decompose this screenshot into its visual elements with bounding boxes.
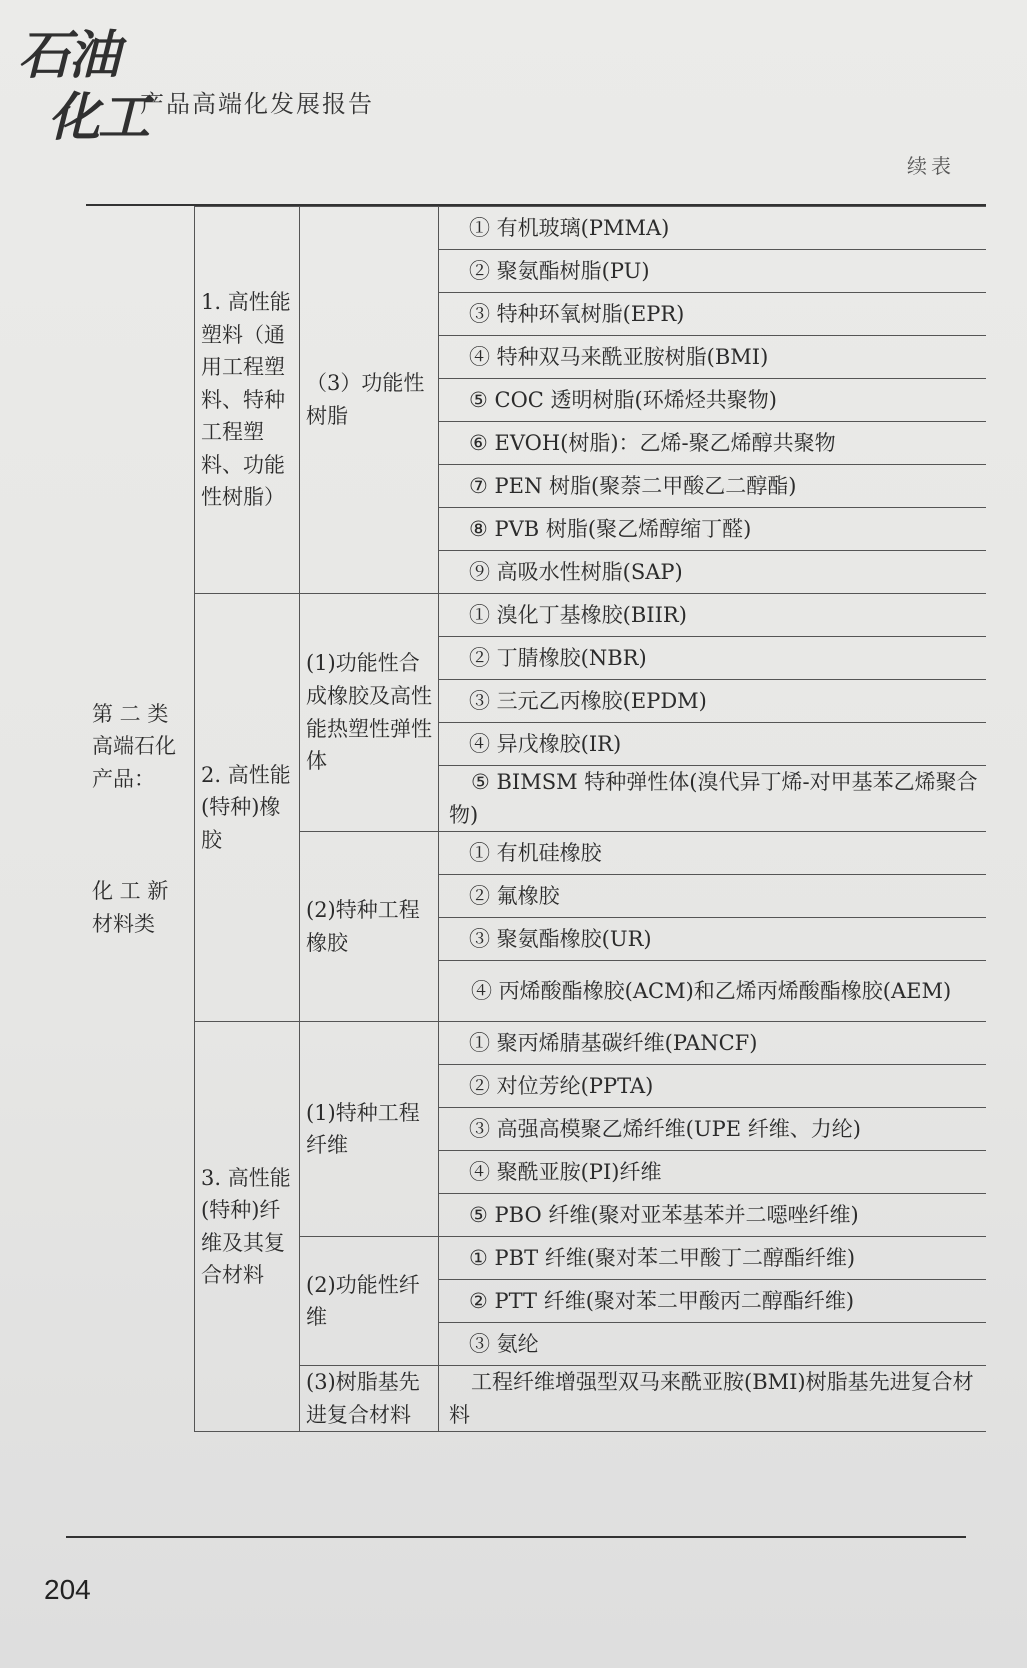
item-cell: ⑧ PVB 树脂(聚乙烯醇缩丁醛) <box>439 508 987 551</box>
item-cell: ③ 聚氨酯橡胶(UR) <box>439 918 987 961</box>
product-table <box>86 206 986 1432</box>
subgroup-cell: (3)树脂基先进复合材料 <box>300 1366 439 1432</box>
category-text: 高端石化 <box>92 734 176 759</box>
item-cell: ④ 聚酰亚胺(PI)纤维 <box>439 1151 987 1194</box>
item-cell: ⑨ 高吸水性树脂(SAP) <box>439 551 987 594</box>
item-cell: ① 聚丙烯腈基碳纤维(PANCF) <box>439 1022 987 1065</box>
item-cell: 工程纤维增强型双马来酰亚胺(BMI)树脂基先进复合材料 <box>439 1366 987 1432</box>
category-text: 化 工 新 <box>92 879 169 904</box>
page-number: 204 <box>44 1574 91 1605</box>
category-text: 材料类 <box>92 911 155 936</box>
book-logo <box>18 22 158 162</box>
subgroup-cell: (2)功能性纤维 <box>300 1237 439 1366</box>
item-cell: ⑤ BIMSM 特种弹性体(溴代异丁烯-对甲基苯乙烯聚合物) <box>439 766 987 832</box>
group-cell: 1. 高性能塑料（通用工程塑料、特种工程塑料、功能性树脂） <box>195 207 300 594</box>
item-cell: ② 聚氨酯树脂(PU) <box>439 250 987 293</box>
subgroup-cell: (1)功能性合成橡胶及高性能热塑性弹性体 <box>300 594 439 832</box>
item-cell: ② 氟橡胶 <box>439 875 987 918</box>
item-cell: ⑦ PEN 树脂(聚萘二甲酸乙二醇酯) <box>439 465 987 508</box>
table-row <box>86 1022 986 1065</box>
item-cell: ⑤ COC 透明树脂(环烯烃共聚物) <box>439 379 987 422</box>
item-cell: ③ 三元乙丙橡胶(EPDM) <box>439 680 987 723</box>
subgroup-cell: (2)特种工程橡胶 <box>300 832 439 1022</box>
category-text: 产品： <box>92 766 155 791</box>
subgroup-cell: (1)特种工程纤维 <box>300 1022 439 1237</box>
item-cell: ⑥ EVOH(树脂)：乙烯-聚乙烯醇共聚物 <box>439 422 987 465</box>
subgroup-cell: （3）功能性树脂 <box>300 207 439 594</box>
item-cell: ④ 丙烯酸酯橡胶(ACM)和乙烯丙烯酸酯橡胶(AEM) <box>439 961 987 1022</box>
table-row <box>86 594 986 637</box>
item-cell: ③ 氨纶 <box>439 1323 987 1366</box>
continued-label: 续表 <box>907 154 955 178</box>
item-cell: ③ 高强高模聚乙烯纤维(UPE 纤维、力纶) <box>439 1108 987 1151</box>
item-cell: ① 溴化丁基橡胶(BIIR) <box>439 594 987 637</box>
book-subtitle: 产品高端化发展报告 <box>140 90 374 118</box>
item-cell: ④ 特种双马来酰亚胺树脂(BMI) <box>439 336 987 379</box>
group-cell: 3. 高性能(特种)纤维及其复合材料 <box>195 1022 300 1432</box>
table-row <box>86 207 986 250</box>
group-cell: 2. 高性能(特种)橡胶 <box>195 594 300 1022</box>
category-cell <box>86 207 195 1432</box>
logo-line-2: 化工 <box>48 87 149 148</box>
item-cell: ② 对位芳纶(PPTA) <box>439 1065 987 1108</box>
item-cell: ① 有机硅橡胶 <box>439 832 987 875</box>
item-cell: ② PTT 纤维(聚对苯二甲酸丙二醇酯纤维) <box>439 1280 987 1323</box>
logo-line-1: 石油 <box>18 25 119 86</box>
item-cell: ① PBT 纤维(聚对苯二甲酸丁二醇酯纤维) <box>439 1237 987 1280</box>
table-bottom-rule <box>66 1536 966 1538</box>
category-text: 第 二 类 <box>92 701 169 726</box>
item-cell: ② 丁腈橡胶(NBR) <box>439 637 987 680</box>
item-cell: ④ 异戊橡胶(IR) <box>439 723 987 766</box>
item-cell: ③ 特种环氧树脂(EPR) <box>439 293 987 336</box>
item-cell: ⑤ PBO 纤维(聚对亚苯基苯并二噁唑纤维) <box>439 1194 987 1237</box>
item-cell: ① 有机玻璃(PMMA) <box>439 207 987 250</box>
